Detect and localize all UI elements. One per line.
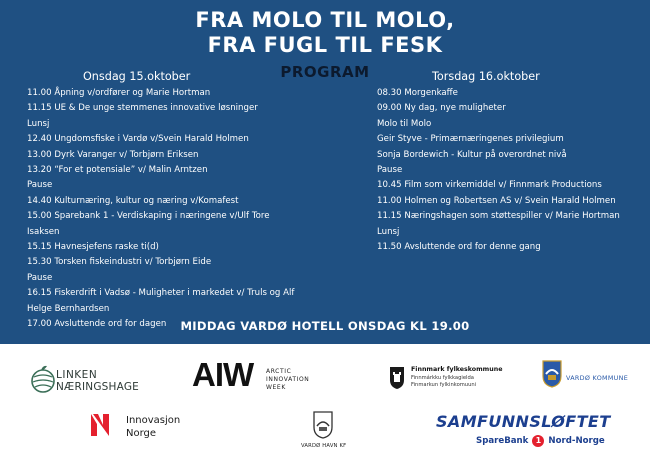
schedule-item: Helge Bernhardsen: [27, 303, 110, 314]
sparebank-label: SpareBank: [476, 436, 529, 446]
schedule-item: Isaksen: [27, 226, 60, 237]
innovasjon-name-line-1: Innovasjon: [126, 415, 181, 426]
schedule-item: 13.00 Dyrk Varanger v/ Torbjørn Eriksen: [27, 149, 199, 160]
samfunnsloftet-title: SAMFUNNSLØFTET: [436, 412, 611, 431]
innovasjon-name-line-2: Norge: [126, 428, 157, 439]
schedule-item: 11.15 UE & De unge stemmenes innovative løsninger: [27, 103, 258, 114]
finnmark-name-kven: Finmarkun fylkinkomuuni: [411, 382, 477, 388]
schedule-item: 14.40 Kulturnæring, kultur og næring v/Komafest: [27, 195, 239, 206]
schedule-item: Pause: [27, 180, 53, 191]
sparebank-region: Nord-Norge: [548, 436, 605, 446]
schedule-list: [27, 86, 327, 333]
aiw-mark: AIW: [192, 356, 254, 393]
finnmark-crest-icon: [389, 366, 405, 390]
schedule-item: 13.20 “For et potensiale” v/ Malin Arntzen: [27, 165, 208, 176]
aiw-line-1: ARCTIC: [266, 368, 292, 375]
vardo-kommune-logo: [542, 358, 642, 394]
schedule-item: 09.00 Ny dag, nye muligheter: [377, 103, 506, 114]
sparebank-number-badge: 1: [532, 435, 544, 447]
linken-name: LINKEN: [56, 369, 98, 381]
linken-logo: [30, 362, 140, 402]
schedule-item: 11.15 Næringshagen som støttespiller v/ Marie Hortman: [377, 211, 620, 222]
vardo-havn-logo: [298, 410, 348, 456]
finnmark-logo: [389, 364, 529, 396]
finnmark-name-sami: Finnmárkku fylkkagielda: [411, 375, 474, 381]
sparebank-name: [476, 435, 605, 447]
schedule-item: Molo til Molo: [377, 118, 432, 129]
day-column-thursday: [377, 70, 637, 255]
schedule-item: Lunsj: [27, 118, 50, 129]
vardo-havn-name: VARDØ HAVN KF: [301, 443, 347, 449]
schedule-item: Sonja Bordewich - Kultur på overordnet nivå: [377, 149, 567, 160]
day-title: Onsdag 15.oktober: [83, 70, 191, 83]
schedule-list: [377, 86, 637, 255]
schedule-item: Pause: [377, 165, 403, 176]
schedule-item: Lunsj: [377, 226, 400, 237]
schedule-item: 11.00 Åpning v/ordfører og Marie Hortman: [27, 88, 211, 98]
schedule-item: 11.00 Holmen og Robertsen AS v/ Svein Harald Holmen: [377, 195, 616, 206]
linken-globe-icon: [30, 364, 56, 394]
event-title-line-2: FRA FUGL TIL FESK: [207, 33, 443, 57]
program-heading: PROGRAM: [280, 63, 370, 81]
samfunnsloftet-logo: [436, 412, 636, 452]
day-title: Torsdag 16.oktober: [432, 70, 540, 83]
dinner-notice: MIDDAG VARDØ HOTELL ONSDAG KL 19.00: [180, 319, 470, 333]
vardo-crest-icon: [542, 360, 562, 388]
schedule-item: 15.00 Sparebank 1 - Verdiskaping i næringene v/Ulf Tore: [27, 211, 270, 222]
schedule-item: Geir Styve - Primærnæringenes privilegium: [377, 134, 564, 145]
day-column-wednesday: [27, 70, 327, 333]
schedule-item: 15.15 Havnesjefens raske ti(d): [27, 242, 159, 253]
linken-subtitle: NÆRINGSHAGE: [56, 381, 139, 393]
aiw-line-3: WEEK: [266, 384, 286, 391]
aiw-line-2: INNOVATION: [266, 376, 310, 383]
event-title-line-1: FRA MOLO TIL MOLO,: [195, 8, 455, 32]
innovasjon-mark-icon: [88, 410, 112, 440]
finnmark-name: Finnmark fylkeskommune: [411, 366, 503, 373]
schedule-item: 08.30 Morgenkaffe: [377, 88, 458, 98]
vardo-havn-crest-icon: [312, 410, 334, 440]
schedule-item: 11.50 Avsluttende ord for denne gang: [377, 242, 541, 253]
schedule-item: 16.15 Fiskerdrift i Vadsø - Muligheter i markedet v/ Truls og Alf: [27, 288, 295, 299]
sponsor-logos: [0, 344, 650, 459]
vardo-kommune-name: VARDØ KOMMUNE: [566, 374, 629, 382]
schedule-item: Pause: [27, 272, 53, 283]
schedule-item: 17.00 Avsluttende ord for dagen: [27, 319, 167, 330]
aiw-logo: [192, 358, 322, 398]
innovasjon-norge-logo: [88, 410, 188, 444]
schedule-item: 10.45 Film som virkemiddel v/ Finnmark Productions: [377, 180, 602, 191]
schedule-item: 12.40 Ungdomsfiske i Vardø v/Svein Harald Holmen: [27, 134, 249, 145]
schedule-item: 15.30 Torsken fiskeindustri v/ Torbjørn Eide: [27, 257, 212, 268]
